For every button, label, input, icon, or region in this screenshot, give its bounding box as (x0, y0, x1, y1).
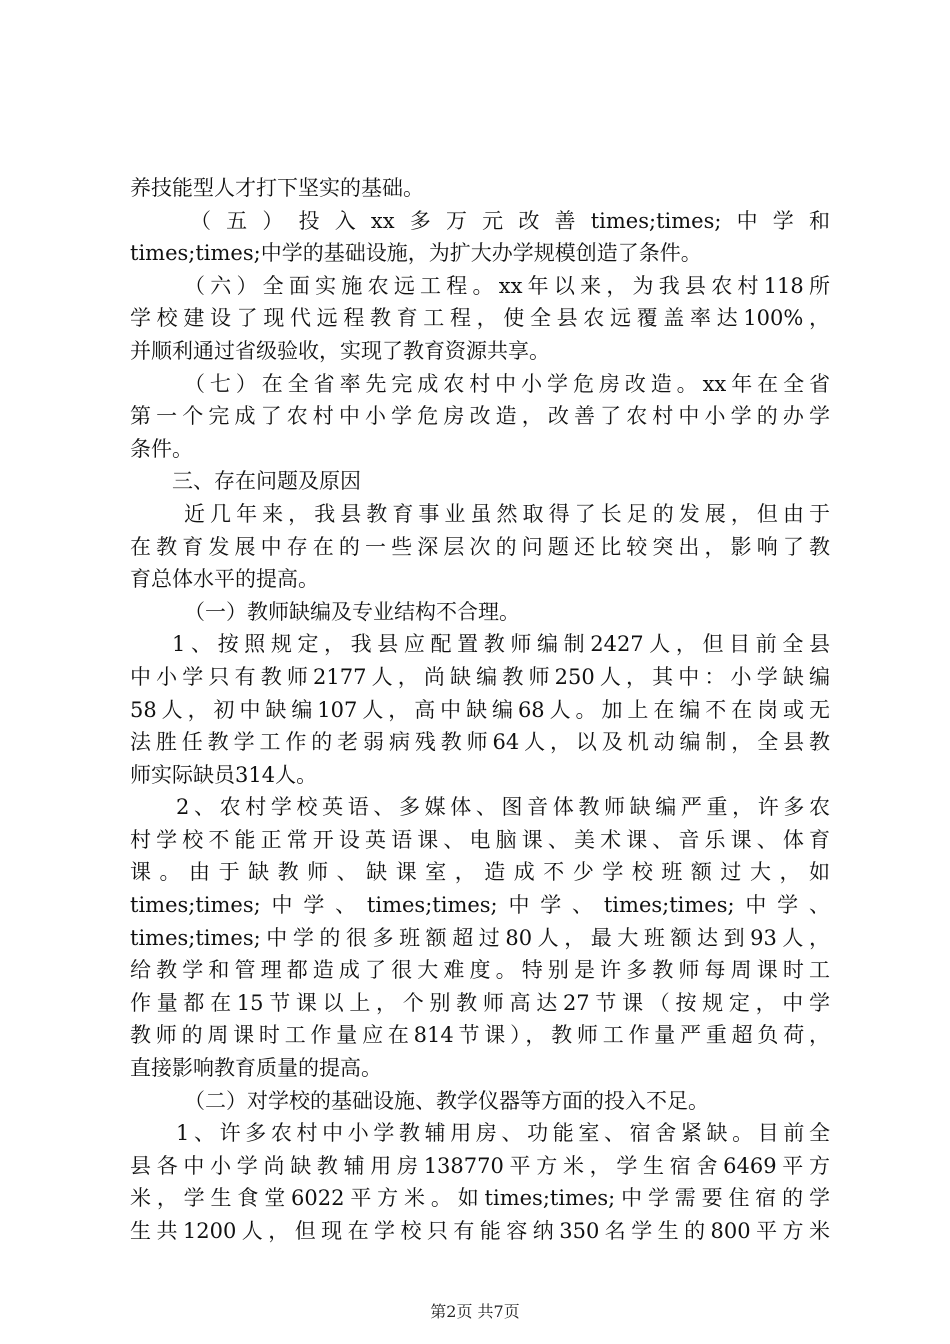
text-line: 三、存在问题及原因 (172, 469, 361, 494)
text-line: 1、许多农村中小学教辅用房、功能室、宿舍紧缺。目前全 (176, 1121, 830, 1146)
text-line: 并顺利通过省级验收，实现了教育资源共享。 (130, 338, 550, 363)
document-body (130, 172, 830, 1248)
text-line: 2、农村学校英语、多媒体、图音体教师缺编严重，许多农 (176, 795, 830, 820)
text-line: 58人，初中缺编107人，高中缺编68人。加上在编不在岗或无 (130, 697, 830, 722)
text-line: times;times;中学、times;times;中学、times;times;中学、 (130, 893, 830, 918)
text-line: 生共1200人，但现在学校只有能容纳350名学生的800平方米 (130, 1219, 830, 1243)
text-line: 学校建设了现代远程教育工程，使全县农远覆盖率达100%， (130, 306, 830, 331)
text-line: 育总体水平的提高。 (130, 567, 319, 592)
text-line: 中小学只有教师2177人，尚缺编教师250人，其中：小学缺编 (130, 664, 830, 689)
text-line: （一）教师缺编及专业结构不合理。 (184, 599, 520, 624)
text-line: 法胜任教学工作的老弱病残教师64人，以及机动编制，全县教 (130, 730, 830, 755)
text-line: 第一个完成了农村中小学危房改造，改善了农村中小学的办学 (130, 404, 830, 429)
text-line: 村学校不能正常开设英语课、电脑课、美术课、音乐课、体育 (130, 827, 830, 852)
text-line: 在教育发展中存在的一些深层次的问题还比较突出，影响了教 (130, 534, 830, 559)
page-footer: 第2页 共7页 (430, 1302, 520, 1321)
text-line: 作量都在15节课以上，个别教师高达27节课（按规定，中学 (130, 990, 830, 1015)
text-line: 教师的周课时工作量应在814节课），教师工作量严重超负荷， (130, 1023, 830, 1048)
text-line: 1、按照规定，我县应配置教师编制2427人，但目前全县 (172, 632, 830, 657)
text-line: 近几年来，我县教育事业虽然取得了长足的发展，但由于 (184, 501, 830, 526)
text-line: （五）投入xx多万元改善times;times;中学和 (190, 208, 830, 233)
text-line: 县各中小学尚缺教辅用房138770平方米，学生宿舍6469平方 (130, 1153, 830, 1178)
text-line: （六）全面实施农远工程。xx年以来，为我县农村118所 (184, 273, 830, 298)
text-line: 直接影响教育质量的提高。 (130, 1056, 382, 1081)
text-line: times;times;中学的很多班额超过80人，最大班额达到93人， (130, 925, 830, 950)
text-line: （二）对学校的基础设施、教学仪器等方面的投入不足。 (184, 1088, 709, 1113)
text-line: times;times;中学的基础设施，为扩大办学规模创造了条件。 (130, 241, 702, 266)
text-line: 师实际缺员314人。 (130, 762, 318, 787)
text-line: 米，学生食堂6022平方米。如times;times;中学需要住宿的学 (130, 1186, 830, 1211)
text-line: 条件。 (130, 436, 193, 461)
text-line: 给教学和管理都造成了很大难度。特别是许多教师每周课时工 (130, 958, 830, 983)
text-line: 课。由于缺教师、缺课室，造成不少学校班额过大，如 (130, 860, 830, 885)
text-line: （七）在全省率先完成农村中小学危房改造。xx年在全省 (184, 371, 830, 396)
text-line: 养技能型人才打下坚实的基础。 (130, 176, 424, 200)
